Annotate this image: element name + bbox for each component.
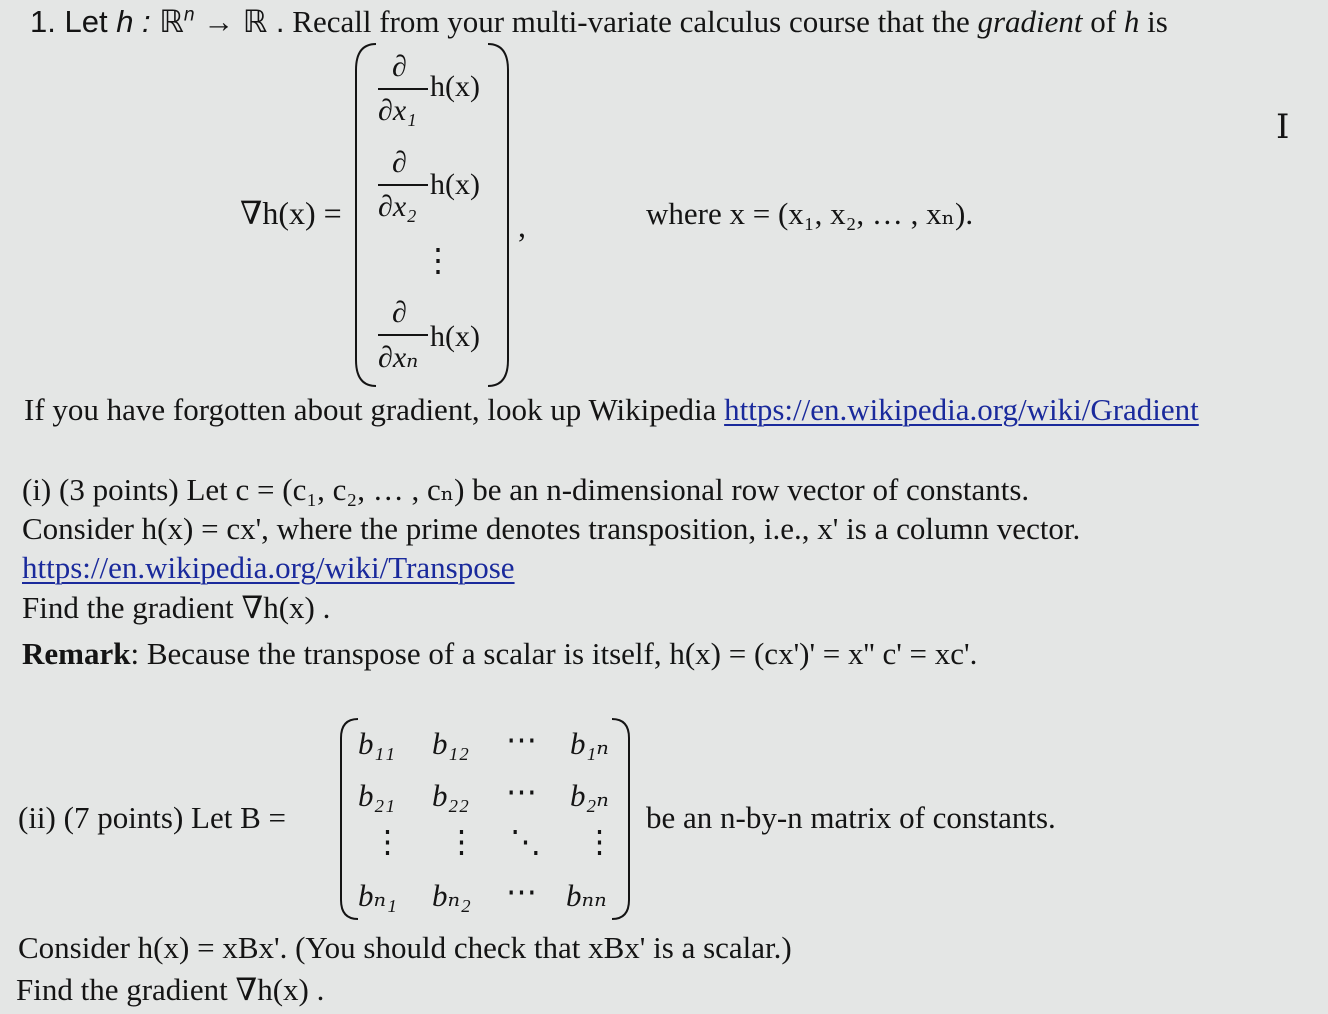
right-paren [484, 40, 514, 390]
matrix-entry: bₙ₁ [358, 878, 397, 913]
matrix-entry: b₂₂ [432, 778, 470, 813]
text-cursor-icon: I [1276, 107, 1290, 147]
part2-label: (ii) (7 points) Let B = [18, 800, 287, 835]
vector-comma: , [518, 208, 526, 244]
remark-text: : Because the transpose of a scalar is itself, h(x) = (cx')' = x'' c' = xc'. [130, 636, 978, 671]
gradient-lhs: ∇h(x) = [240, 195, 342, 231]
remark-label: Remark [22, 636, 131, 671]
matrix-entry: ⋮ [372, 824, 403, 859]
partial-den-1: ∂x₁ [378, 94, 417, 127]
gradient-word: gradient [977, 4, 1083, 39]
problem-intro [30, 6, 1168, 37]
left-paren [350, 40, 380, 390]
fraction-bar [378, 334, 428, 336]
part2-consider: Consider h(x) = xBx'. (You should check that xBx' is a scalar.) [18, 930, 792, 965]
matrix-entry: b₁₂ [432, 726, 470, 761]
partial-symbol: ∂ [392, 50, 407, 83]
intro-text: Recall from your multi-variate calculus course that the [292, 4, 970, 39]
vector-vdots: ⋮ [422, 242, 454, 278]
matrix-right-paren [608, 716, 634, 922]
partial-symbol: ∂ [392, 296, 407, 329]
fraction-bar [378, 184, 428, 186]
matrix-entry: b₁ₙ [570, 726, 609, 761]
fraction-bar [378, 88, 428, 90]
part1-find: Find the gradient ∇h(x) . [22, 590, 331, 625]
part1-line1: (i) (3 points) Let c = (c₁, c₂, … , cₙ) be an n-dimensional row vector of constants. [22, 472, 1030, 507]
forgot-text: If you have forgotten about gradient, look up Wikipedia [24, 392, 717, 427]
h-of-x: h(x) [430, 70, 480, 103]
h-of-x: h(x) [430, 168, 480, 201]
where-clause: where x = (x₁, x₂, … , xₙ). [646, 196, 974, 231]
part1-remark [22, 638, 977, 669]
partial-symbol: ∂ [392, 146, 407, 179]
matrix-entry: b₂ₙ [570, 778, 609, 813]
forgot-line [24, 394, 1199, 425]
of-word: of [1090, 4, 1117, 39]
partial-den-n: ∂xₙ [378, 341, 419, 374]
matrix-entry: bₙₙ [566, 878, 607, 913]
map-arrow: → ℝ . [194, 4, 285, 39]
matrix-entry: ⋮ [446, 824, 477, 859]
partial-den-2: ∂x₂ [378, 190, 417, 223]
matrix-entry: bₙ₂ [432, 878, 471, 913]
matrix-entry: ⋮ [584, 824, 615, 859]
map-exponent: n [183, 4, 195, 26]
matrix-entry: ⋯ [506, 722, 537, 757]
part2-find: Find the gradient ∇h(x) . [16, 972, 325, 1007]
matrix-entry: ⋯ [506, 774, 537, 809]
matrix-entry: b₁₁ [358, 726, 396, 761]
part2-after-matrix: be an n-by-n matrix of constants. [646, 800, 1056, 835]
h-of-x: h(x) [430, 320, 480, 353]
h-symbol: h [1123, 4, 1140, 39]
transpose-link[interactable]: https://en.wikipedia.org/wiki/Transpose [22, 550, 515, 585]
gradient-link[interactable]: https://en.wikipedia.org/wiki/Gradient [724, 392, 1199, 427]
is-word: is [1147, 4, 1168, 39]
map-text: h : ℝ [116, 4, 184, 39]
matrix-entry: b₂₁ [358, 778, 396, 813]
problem-number: 1. Let [30, 4, 117, 39]
matrix-entry: ⋯ [506, 874, 537, 909]
matrix-entry: ⋱ [510, 824, 541, 859]
part1-line2: Consider h(x) = cx', where the prime denotes transposition, i.e., x' is a column vector. [22, 511, 1081, 546]
